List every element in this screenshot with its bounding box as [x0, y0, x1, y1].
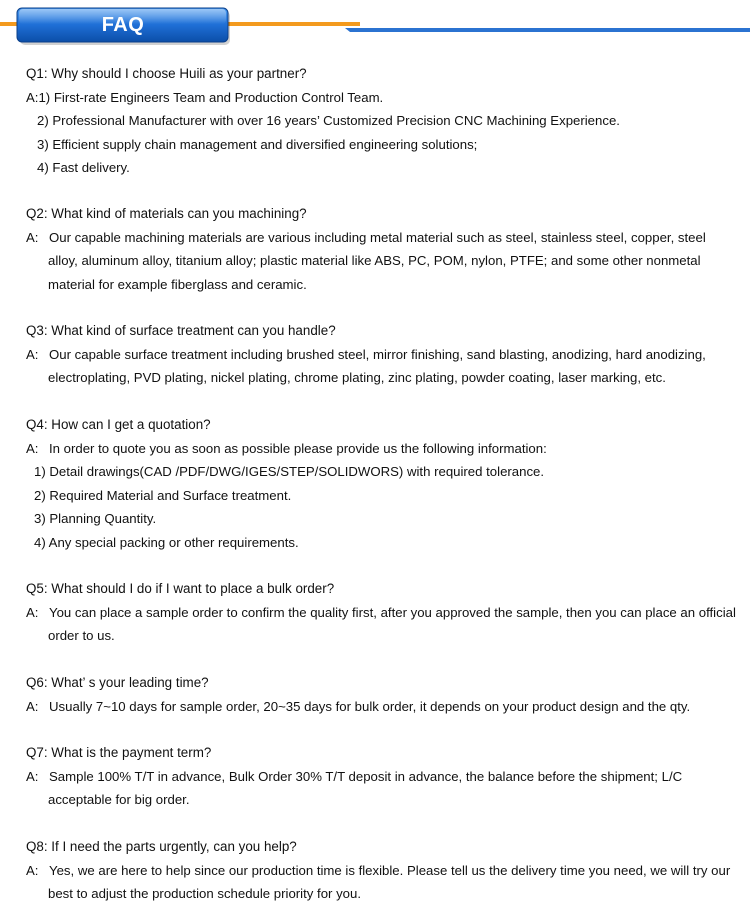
- answer-prefix: A:: [26, 698, 39, 714]
- answer-line: [26, 859, 750, 883]
- list-item: 4) Any special packing or other requirements.: [34, 534, 299, 550]
- answer-line: [26, 86, 750, 110]
- answer-text: 1) First-rate Engineers Team and Production Control Team.: [38, 89, 384, 105]
- faq-item-q1: [0, 62, 750, 202]
- list-item: 2) Required Material and Surface treatment.: [34, 487, 292, 503]
- answer-text: Our capable machining materials are various including metal material such as steel, stainless steel, copper, steel: [49, 229, 706, 245]
- answer-line: [26, 765, 750, 789]
- faq-item-q5: [0, 577, 750, 671]
- faq-item-q8: [0, 835, 750, 905]
- answer-line: [26, 601, 750, 625]
- faq-item-q7: [0, 741, 750, 835]
- answer-line: [26, 695, 750, 719]
- list-item: 3) Planning Quantity.: [34, 511, 157, 526]
- question-q1: Q1: Why should I choose Huili as your partner?: [26, 66, 307, 81]
- answer-text: Usually 7~10 days for sample order, 20~35 days for bulk order, it depends on your product design and the qty.: [49, 698, 691, 714]
- answer-text: Our capable surface treatment including brushed steel, mirror finishing, sand blasting, anodizing, hard anodizing,: [49, 346, 706, 362]
- faq-item-q4: [0, 413, 750, 577]
- faq-list: [0, 62, 750, 905]
- question-q4: Q4: How can I get a quotation?: [26, 417, 211, 432]
- answer-text: You can place a sample order to confirm the quality first, after you approved the sample, then you can place an official: [49, 604, 736, 620]
- faq-header: [0, 0, 750, 52]
- question-q7: Q7: What is the payment term?: [26, 745, 212, 760]
- answer-text: Yes, we are here to help since our production time is flexible. Please tell us the delivery time you need, we will try our: [49, 862, 731, 878]
- faq-title: FAQ: [101, 14, 145, 36]
- answer-line: [26, 437, 750, 461]
- answer-line: acceptable for big order.: [48, 792, 190, 807]
- list-item: 4) Fast delivery.: [37, 160, 130, 175]
- answer-text: Sample 100% T/T in advance, Bulk Order 30% T/T deposit in advance, the balance before the shipment; L/C: [49, 768, 683, 784]
- question-q5: Q5: What should I do if I want to place a bulk order?: [26, 581, 335, 596]
- blue-rule: [345, 28, 750, 32]
- answer-text: In order to quote you as soon as possible please provide us the following information:: [49, 440, 547, 456]
- question-q6: Q6: What’ s your leading time?: [26, 675, 209, 690]
- answer-prefix: A:: [26, 346, 39, 362]
- question-q2: Q2: What kind of materials can you machining?: [26, 206, 307, 221]
- answer-line: [26, 343, 750, 367]
- answer-prefix: A:: [26, 440, 39, 456]
- question-q3: Q3: What kind of surface treatment can you handle?: [26, 323, 336, 338]
- answer-line: order to us.: [48, 628, 115, 643]
- faq-item-q2: [0, 202, 750, 319]
- answer-line: alloy, aluminum alloy, titanium alloy; plastic material like ABS, PC, POM, nylon, PTFE; and some other nonmetal: [48, 253, 701, 268]
- question-q8: Q8: If I need the parts urgently, can you help?: [26, 839, 297, 854]
- answer-prefix: A:: [26, 89, 39, 105]
- answer-line: [26, 226, 750, 250]
- list-item: 3) Efficient supply chain management and diversified engineering solutions;: [37, 136, 478, 152]
- answer-prefix: A:: [26, 768, 39, 784]
- faq-item-q6: [0, 671, 750, 741]
- answer-line: material for example fiberglass and ceramic.: [48, 276, 307, 292]
- list-item: 2) Professional Manufacturer with over 16 years’ Customized Precision CNC Machining Experience.: [37, 113, 620, 128]
- answer-line: electroplating, PVD plating, nickel plating, chrome plating, zinc plating, powder coating, laser marking, etc.: [48, 370, 666, 385]
- list-item: 1) Detail drawings(CAD /PDF/DWG/IGES/STEP/SOLIDWORS) with required tolerance.: [34, 464, 545, 479]
- faq-item-q3: [0, 319, 750, 413]
- answer-line: best to adjust the production schedule priority for you.: [48, 886, 362, 901]
- answer-prefix: A:: [26, 862, 39, 878]
- answer-prefix: A:: [26, 604, 39, 620]
- answer-prefix: A:: [26, 229, 39, 245]
